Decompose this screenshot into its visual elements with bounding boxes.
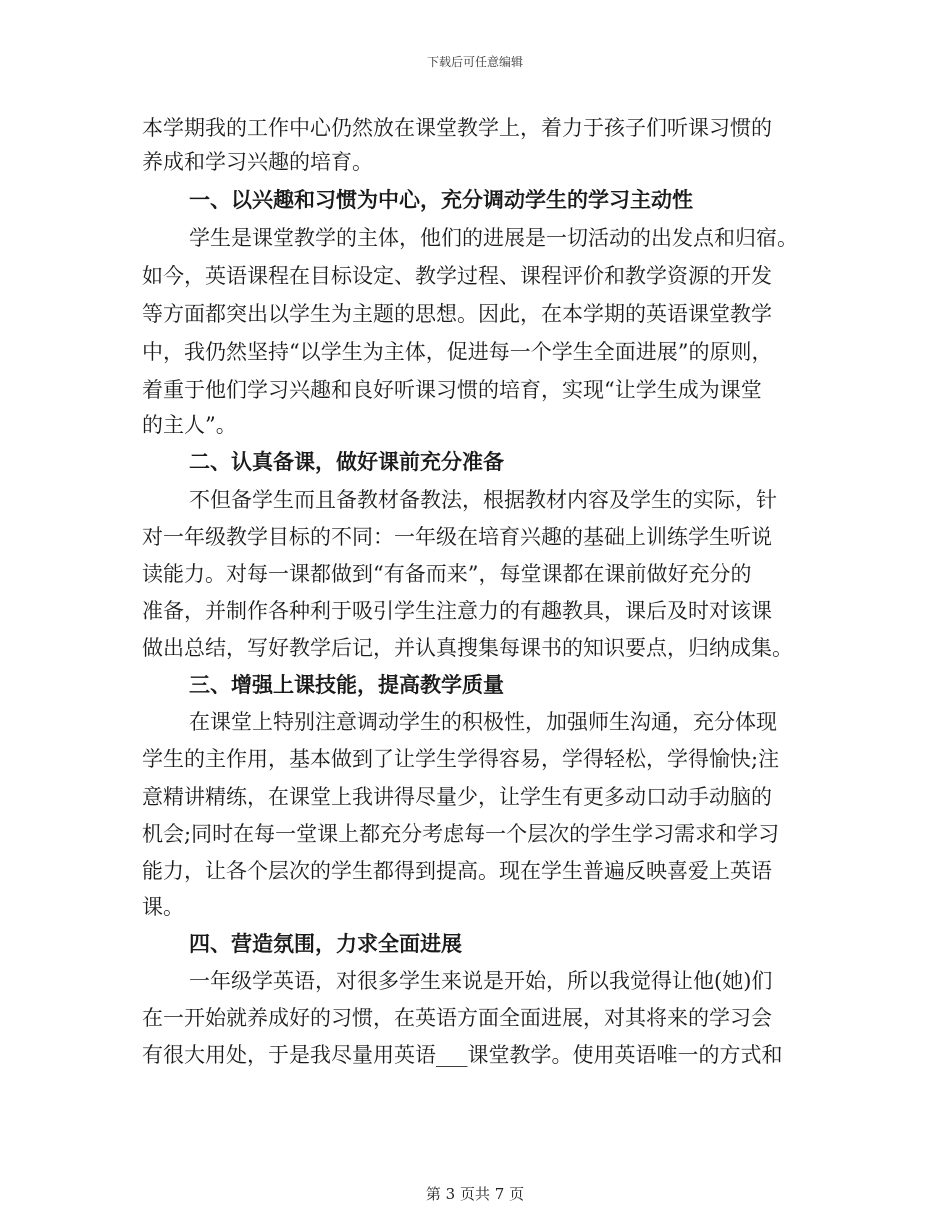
- section-heading: 二、认真备课，做好课前充分准备: [189, 449, 504, 474]
- paragraph-line: 读能力。对每一课都做到“有备而来”，每堂课都在课前做好充分的: [142, 562, 752, 586]
- paragraph-line: 对一年级教学目标的不同：一年级在培育兴趣的基础上训练学生听说: [142, 525, 772, 549]
- section-heading: 一、以兴趣和习惯为中心，充分调动学生的学习主动性: [189, 187, 693, 212]
- paragraph-line: 养成和学习兴趣的培育。: [142, 150, 373, 174]
- paragraph-line: 如今，英语课程在目标设定、教学过程、课程评价和教学资源的开发: [142, 264, 772, 288]
- page-header: 下载后可任意编辑: [426, 55, 523, 69]
- paragraph-line: 着重于他们学习兴趣和良好听课习惯的培育，实现“让学生成为课堂: [142, 378, 762, 402]
- paragraph-line: 机会;同时在每一堂课上都充分考虑每一个层次的学生学习需求和学习: [142, 822, 780, 846]
- paragraph-line: 能力，让各个层次的学生都得到提高。现在学生普遍反映喜爱上英语: [142, 859, 772, 883]
- section-heading: 三、增强上课技能，提高教学质量: [189, 672, 504, 697]
- paragraph-line: 本学期我的工作中心仍然放在课堂教学上，着力于孩子们听课习惯的: [142, 116, 772, 140]
- paragraph-line: 意精讲精练，在课堂上我讲得尽量少，让学生有更多动口动手动脑的: [142, 785, 772, 809]
- paragraph-line: 中，我仍然坚持“以学生为主体，促进每一个学生全面进展”的原则，: [142, 340, 773, 364]
- paragraph-line: 在一开始就养成好的习惯，在英语方面全面进展，对其将来的学习会: [142, 1006, 772, 1030]
- paragraph-line: 有很大用处，于是我尽量用英语___课堂教学。使用英语唯一的方式和: [142, 1043, 783, 1067]
- paragraph-line: 学生的主作用，基本做到了让学生学得容易，学得轻松，学得愉快;注: [142, 747, 780, 771]
- section-heading: 四、营造氛围，力求全面进展: [189, 931, 462, 956]
- paragraph-line: 在课堂上特别注意调动学生的积极性，加强师生沟通，充分体现: [189, 710, 777, 734]
- paragraph-line: 课。: [142, 895, 184, 919]
- paragraph-line: 一年级学英语，对很多学生来说是开始，所以我觉得让他(她)们: [189, 969, 773, 993]
- paragraph-line: 准备，并制作各种利于吸引学生注意力的有趣教具，课后及时对该课: [142, 599, 772, 623]
- paragraph-line: 的主人”。: [142, 413, 237, 437]
- paragraph-line: 不但备学生而且备教材备教法，根据教材内容及学生的实际，针: [189, 488, 777, 512]
- paragraph-line: 等方面都突出以学生为主题的思想。因此，在本学期的英语课堂教学: [142, 302, 772, 326]
- page-number: 第 3 页共 7 页: [425, 1185, 525, 1203]
- paragraph-line: 做出总结，写好教学后记，并认真搜集每课书的知识要点，归纳成集。: [142, 636, 793, 660]
- paragraph-line: 学生是课堂教学的主体，他们的进展是一切活动的出发点和归宿。: [189, 226, 798, 250]
